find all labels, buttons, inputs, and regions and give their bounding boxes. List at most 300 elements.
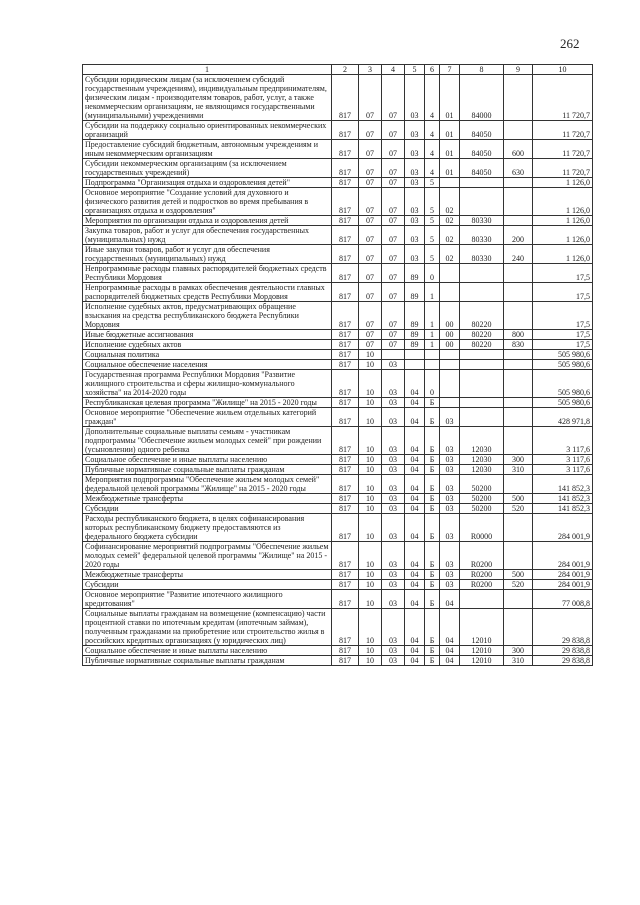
row-code	[440, 283, 460, 302]
row-amount: 11 720,7	[533, 75, 593, 121]
row-code: 89	[405, 283, 425, 302]
table-row	[83, 542, 593, 570]
row-code	[504, 350, 533, 360]
row-code: 630	[504, 159, 533, 178]
table-row	[83, 455, 593, 465]
row-code: 03	[440, 427, 460, 455]
row-amount: 1 126,0	[533, 188, 593, 216]
row-code: Б	[425, 455, 440, 465]
row-amount: 505 980,6	[533, 350, 593, 360]
table-row	[83, 580, 593, 590]
row-code: 817	[332, 140, 359, 159]
row-code: Б	[425, 656, 440, 666]
row-code: Б	[425, 504, 440, 514]
column-header: 7	[440, 65, 460, 75]
row-code: 03	[382, 570, 405, 580]
row-code	[425, 360, 440, 370]
row-code: 817	[332, 350, 359, 360]
row-code	[504, 609, 533, 646]
row-code: 817	[332, 340, 359, 350]
row-code: 10	[359, 360, 382, 370]
row-code: 03	[382, 580, 405, 590]
row-code	[440, 178, 460, 188]
row-code: 817	[332, 656, 359, 666]
row-code	[460, 398, 504, 408]
row-code: Б	[425, 398, 440, 408]
row-code	[460, 590, 504, 609]
row-code: 03	[382, 656, 405, 666]
row-code: 817	[332, 427, 359, 455]
row-code: 10	[359, 455, 382, 465]
row-description: Государственная программа Республики Мордовия "Развитие жилищного строительства и сферы жилищно-коммунального хозяйства" на 2014-2020 годы	[83, 370, 332, 398]
row-code	[504, 121, 533, 140]
column-header: 6	[425, 65, 440, 75]
table-row	[83, 370, 593, 398]
row-code: 03	[440, 580, 460, 590]
row-amount: 3 117,6	[533, 465, 593, 475]
row-amount: 29 838,8	[533, 656, 593, 666]
row-code: 04	[405, 542, 425, 570]
row-code: 12010	[460, 609, 504, 646]
row-code	[504, 514, 533, 542]
row-code: 03	[382, 465, 405, 475]
row-amount: 17,5	[533, 340, 593, 350]
row-code: 10	[359, 514, 382, 542]
row-code: 00	[440, 302, 460, 330]
row-code	[504, 283, 533, 302]
row-code: 50200	[460, 494, 504, 504]
row-code: 12010	[460, 656, 504, 666]
table-row	[83, 570, 593, 580]
row-amount: 284 001,9	[533, 580, 593, 590]
row-code	[504, 264, 533, 283]
row-code: 800	[504, 330, 533, 340]
row-description: Межбюджетные трансферты	[83, 494, 332, 504]
row-code	[460, 370, 504, 398]
row-code	[460, 178, 504, 188]
row-description: Социальное обеспечение населения	[83, 360, 332, 370]
row-description: Непрограммные расходы главных распорядителей бюджетных средств Республики Мордовия	[83, 264, 332, 283]
row-code: 0	[425, 264, 440, 283]
row-description: Основное мероприятие "Развитие ипотечного жилищного кредитования"	[83, 590, 332, 609]
table-row	[83, 514, 593, 542]
row-amount: 505 980,6	[533, 398, 593, 408]
row-description: Мероприятия подпрограммы "Обеспечение жильем молодых семей" федеральной целевой программы "Жилище" на 2015 - 2020 годы	[83, 475, 332, 494]
row-code: 01	[440, 121, 460, 140]
row-code: 03	[382, 646, 405, 656]
row-code: 5	[425, 226, 440, 245]
row-code: 817	[332, 542, 359, 570]
row-code: R0200	[460, 580, 504, 590]
row-code: 03	[405, 245, 425, 264]
row-code: 04	[405, 455, 425, 465]
table-row	[83, 330, 593, 340]
row-description: Субсидии	[83, 580, 332, 590]
row-code	[425, 350, 440, 360]
table-row	[83, 504, 593, 514]
row-code: 817	[332, 570, 359, 580]
row-code: 04	[405, 475, 425, 494]
row-amount: 505 980,6	[533, 370, 593, 398]
row-code: Б	[425, 580, 440, 590]
table-row	[83, 188, 593, 216]
row-amount: 11 720,7	[533, 121, 593, 140]
row-code: Б	[425, 465, 440, 475]
row-description: Непрограммные расходы в рамках обеспечения деятельности главных распорядителей бюджетных средств Республики Мордовия	[83, 283, 332, 302]
table-row	[83, 264, 593, 283]
row-code: 84050	[460, 121, 504, 140]
row-code: 520	[504, 504, 533, 514]
row-amount: 141 852,3	[533, 475, 593, 494]
row-code: 4	[425, 121, 440, 140]
row-code: 07	[359, 140, 382, 159]
row-description: Республиканская целевая программа "Жилище" на 2015 - 2020 годы	[83, 398, 332, 408]
row-code: 1	[425, 330, 440, 340]
table-row	[83, 159, 593, 178]
row-code: 200	[504, 226, 533, 245]
table-row	[83, 75, 593, 121]
row-code: 10	[359, 370, 382, 398]
row-code: 02	[440, 216, 460, 226]
row-code: 520	[504, 580, 533, 590]
row-code: 03	[382, 427, 405, 455]
row-code: 04	[405, 590, 425, 609]
row-code	[504, 188, 533, 216]
row-code: 89	[405, 302, 425, 330]
row-code: 12030	[460, 465, 504, 475]
row-description: Основное мероприятие "Обеспечение жильем отдельных категорий граждан"	[83, 408, 332, 427]
row-code: 07	[359, 340, 382, 350]
row-code: 10	[359, 542, 382, 570]
row-code: 12030	[460, 427, 504, 455]
row-code: 5	[425, 245, 440, 264]
row-code: 00	[440, 340, 460, 350]
row-code: 5	[425, 216, 440, 226]
row-code: 80220	[460, 302, 504, 330]
row-code: 4	[425, 159, 440, 178]
row-code: 817	[332, 121, 359, 140]
row-code: 817	[332, 264, 359, 283]
row-description: Иные бюджетные ассигнования	[83, 330, 332, 340]
row-code: 10	[359, 609, 382, 646]
row-code: 10	[359, 590, 382, 609]
row-code: R0200	[460, 570, 504, 580]
row-code: 04	[405, 504, 425, 514]
row-description: Предоставление субсидий бюджетным, автономным учреждениям и иным некоммерческим организациям	[83, 140, 332, 159]
row-amount: 284 001,9	[533, 542, 593, 570]
row-code: 03	[405, 121, 425, 140]
row-description: Исполнение судебных актов	[83, 340, 332, 350]
row-code: 07	[382, 340, 405, 350]
row-code: 07	[359, 264, 382, 283]
row-code: 817	[332, 283, 359, 302]
row-code: 03	[382, 514, 405, 542]
row-code: 80220	[460, 340, 504, 350]
budget-table	[82, 64, 593, 666]
row-description: Расходы республиканского бюджета, в целях софинансирования которых республиканскому бюджету предоставляются из федерального бюджета субсидии	[83, 514, 332, 542]
row-amount: 1 126,0	[533, 216, 593, 226]
row-code: 03	[405, 159, 425, 178]
row-code: 03	[382, 398, 405, 408]
row-code: 03	[382, 494, 405, 504]
row-code	[440, 398, 460, 408]
row-code: 03	[382, 370, 405, 398]
row-code: 12010	[460, 646, 504, 656]
row-code: 04	[405, 656, 425, 666]
row-code: 1	[425, 283, 440, 302]
row-code: 1	[425, 340, 440, 350]
row-code: 04	[440, 646, 460, 656]
row-code: 817	[332, 188, 359, 216]
row-amount: 29 838,8	[533, 646, 593, 656]
row-code	[504, 398, 533, 408]
row-code: 817	[332, 475, 359, 494]
row-amount: 11 720,7	[533, 140, 593, 159]
table-row	[83, 360, 593, 370]
row-code: 817	[332, 646, 359, 656]
row-code: Б	[425, 609, 440, 646]
row-code	[504, 302, 533, 330]
row-code: 03	[440, 455, 460, 465]
row-code: 10	[359, 350, 382, 360]
column-header: 10	[533, 65, 593, 75]
row-code: 10	[359, 408, 382, 427]
row-code: 50200	[460, 504, 504, 514]
row-amount: 284 001,9	[533, 570, 593, 580]
row-code: 89	[405, 330, 425, 340]
row-code: 4	[425, 75, 440, 121]
row-code: 01	[440, 140, 460, 159]
column-header: 5	[405, 65, 425, 75]
row-code: 12030	[460, 455, 504, 465]
row-code: 84050	[460, 140, 504, 159]
row-code: Б	[425, 514, 440, 542]
row-code: Б	[425, 427, 440, 455]
row-code: 830	[504, 340, 533, 350]
row-code: 84050	[460, 159, 504, 178]
row-description: Основное мероприятие "Создание условий для духовного и физического развития детей и подростков во время пребывания в организациях отдыха и оздоровления"	[83, 188, 332, 216]
row-amount: 29 838,8	[533, 609, 593, 646]
row-code	[504, 216, 533, 226]
row-description: Субсидии	[83, 504, 332, 514]
row-code: 04	[405, 370, 425, 398]
table-row	[83, 590, 593, 609]
row-code: 817	[332, 216, 359, 226]
row-code: 07	[382, 302, 405, 330]
row-code: 817	[332, 465, 359, 475]
row-code: 07	[359, 188, 382, 216]
column-header: 9	[504, 65, 533, 75]
row-description: Субсидии юридическим лицам (за исключением субсидий государственным учреждениям), индивидуальным предпринимателям, физическим лицам - производителям товаров, работ, услуг, а также некоммерческим организациям, не являющимся государственными (муниципальными) учреждениями	[83, 75, 332, 121]
row-amount: 505 980,6	[533, 360, 593, 370]
row-amount: 141 852,3	[533, 494, 593, 504]
row-code: 07	[359, 216, 382, 226]
row-code: 50200	[460, 475, 504, 494]
row-code: 600	[504, 140, 533, 159]
row-code: 07	[359, 121, 382, 140]
row-code: 10	[359, 494, 382, 504]
row-code: 04	[405, 580, 425, 590]
row-description: Социальное обеспечение и иные выплаты населению	[83, 455, 332, 465]
row-code: 07	[359, 302, 382, 330]
row-description: Софинансирование мероприятий подпрограммы "Обеспечение жильем молодых семей" федеральной целевой программы "Жилище" на 2015 - 2020 годы	[83, 542, 332, 570]
row-description: Публичные нормативные социальные выплаты гражданам	[83, 656, 332, 666]
row-code: 817	[332, 408, 359, 427]
row-code: 10	[359, 427, 382, 455]
row-code: 07	[382, 140, 405, 159]
column-header: 8	[460, 65, 504, 75]
row-code	[460, 408, 504, 427]
table-row	[83, 226, 593, 245]
row-code: Б	[425, 590, 440, 609]
row-code	[460, 188, 504, 216]
table-row	[83, 178, 593, 188]
row-description: Социальные выплаты гражданам на возмещение (компенсацию) части процентной ставки по ипотечным кредитам (ипотечным займам), полученным гражданами на приобретение или строительство жилья в российских кредитных организациях (у юридических лиц)	[83, 609, 332, 646]
row-code: R0000	[460, 514, 504, 542]
row-code: 03	[405, 140, 425, 159]
table-row	[83, 646, 593, 656]
row-code: 80330	[460, 245, 504, 264]
table-row	[83, 494, 593, 504]
row-code: 817	[332, 302, 359, 330]
row-code	[382, 350, 405, 360]
row-code: 03	[405, 178, 425, 188]
row-code	[504, 475, 533, 494]
row-code: 10	[359, 504, 382, 514]
column-header: 3	[359, 65, 382, 75]
row-code	[504, 590, 533, 609]
row-code: 03	[440, 514, 460, 542]
row-code: 03	[405, 216, 425, 226]
row-code: 817	[332, 609, 359, 646]
row-code: 07	[382, 188, 405, 216]
table-row	[83, 475, 593, 494]
row-code: 03	[382, 475, 405, 494]
row-code: 1	[425, 302, 440, 330]
row-code: 817	[332, 159, 359, 178]
table-row	[83, 340, 593, 350]
row-amount: 1 126,0	[533, 226, 593, 245]
row-amount: 3 117,6	[533, 455, 593, 465]
row-code: 03	[382, 504, 405, 514]
row-code: 10	[359, 656, 382, 666]
row-amount: 17,5	[533, 264, 593, 283]
table-row	[83, 216, 593, 226]
row-code: 03	[405, 75, 425, 121]
row-code: 01	[440, 75, 460, 121]
row-code: 03	[440, 542, 460, 570]
table-row	[83, 656, 593, 666]
row-code: 03	[440, 408, 460, 427]
row-code: 04	[405, 609, 425, 646]
table-row	[83, 350, 593, 360]
row-code: 0	[425, 370, 440, 398]
row-code	[460, 283, 504, 302]
row-code: 03	[440, 570, 460, 580]
row-code: 817	[332, 398, 359, 408]
row-code: 10	[359, 570, 382, 580]
row-code: 80330	[460, 226, 504, 245]
row-code: 310	[504, 656, 533, 666]
row-code: 02	[440, 188, 460, 216]
row-description: Субсидии на поддержку социально ориентированных некоммерческих организаций	[83, 121, 332, 140]
row-amount: 11 720,7	[533, 159, 593, 178]
row-code: 4	[425, 140, 440, 159]
row-description: Подпрограмма "Организация отдыха и оздоровления детей"	[83, 178, 332, 188]
row-code: 07	[382, 245, 405, 264]
row-code: 03	[382, 609, 405, 646]
row-amount: 3 117,6	[533, 427, 593, 455]
row-code: Б	[425, 475, 440, 494]
row-code: 04	[440, 609, 460, 646]
row-code: 04	[405, 494, 425, 504]
row-code: 03	[382, 590, 405, 609]
row-code: 07	[359, 330, 382, 340]
row-code: 89	[405, 340, 425, 350]
row-code: 817	[332, 178, 359, 188]
row-code: 07	[382, 264, 405, 283]
row-code	[460, 360, 504, 370]
row-code	[460, 264, 504, 283]
row-code	[440, 264, 460, 283]
row-code: 07	[359, 178, 382, 188]
row-amount: 77 008,8	[533, 590, 593, 609]
row-code: 04	[405, 465, 425, 475]
row-code: 07	[359, 283, 382, 302]
row-code: 300	[504, 455, 533, 465]
row-code: 04	[405, 514, 425, 542]
row-code: 10	[359, 580, 382, 590]
row-code: 04	[405, 408, 425, 427]
row-code: 817	[332, 330, 359, 340]
row-description: Закупка товаров, работ и услуг для обеспечения государственных (муниципальных) нужд	[83, 226, 332, 245]
column-header: 1	[83, 65, 332, 75]
table-body	[83, 75, 593, 666]
row-description: Субсидии некоммерческим организациям (за исключением государственных учреждений)	[83, 159, 332, 178]
row-description: Публичные нормативные социальные выплаты гражданам	[83, 465, 332, 475]
row-code: 240	[504, 245, 533, 264]
row-code: 03	[440, 494, 460, 504]
row-code: 02	[440, 226, 460, 245]
row-amount: 1 126,0	[533, 178, 593, 188]
table-row	[83, 121, 593, 140]
row-code: 500	[504, 494, 533, 504]
row-description: Социальное обеспечение и иные выплаты населению	[83, 646, 332, 656]
row-code: 817	[332, 75, 359, 121]
row-code	[504, 427, 533, 455]
row-code: Б	[425, 570, 440, 580]
row-code	[504, 370, 533, 398]
row-code: 07	[359, 159, 382, 178]
table-row	[83, 245, 593, 264]
row-code: 03	[440, 465, 460, 475]
row-code: Б	[425, 646, 440, 656]
row-code	[405, 360, 425, 370]
row-code: 500	[504, 570, 533, 580]
row-code: 03	[382, 360, 405, 370]
row-code: 5	[425, 188, 440, 216]
row-code: 817	[332, 494, 359, 504]
row-code	[440, 350, 460, 360]
table-row	[83, 398, 593, 408]
row-code: 817	[332, 245, 359, 264]
column-header: 4	[382, 65, 405, 75]
row-code: 817	[332, 226, 359, 245]
row-amount: 17,5	[533, 330, 593, 340]
row-code: R0200	[460, 542, 504, 570]
row-code: 03	[382, 455, 405, 465]
column-header: 2	[332, 65, 359, 75]
